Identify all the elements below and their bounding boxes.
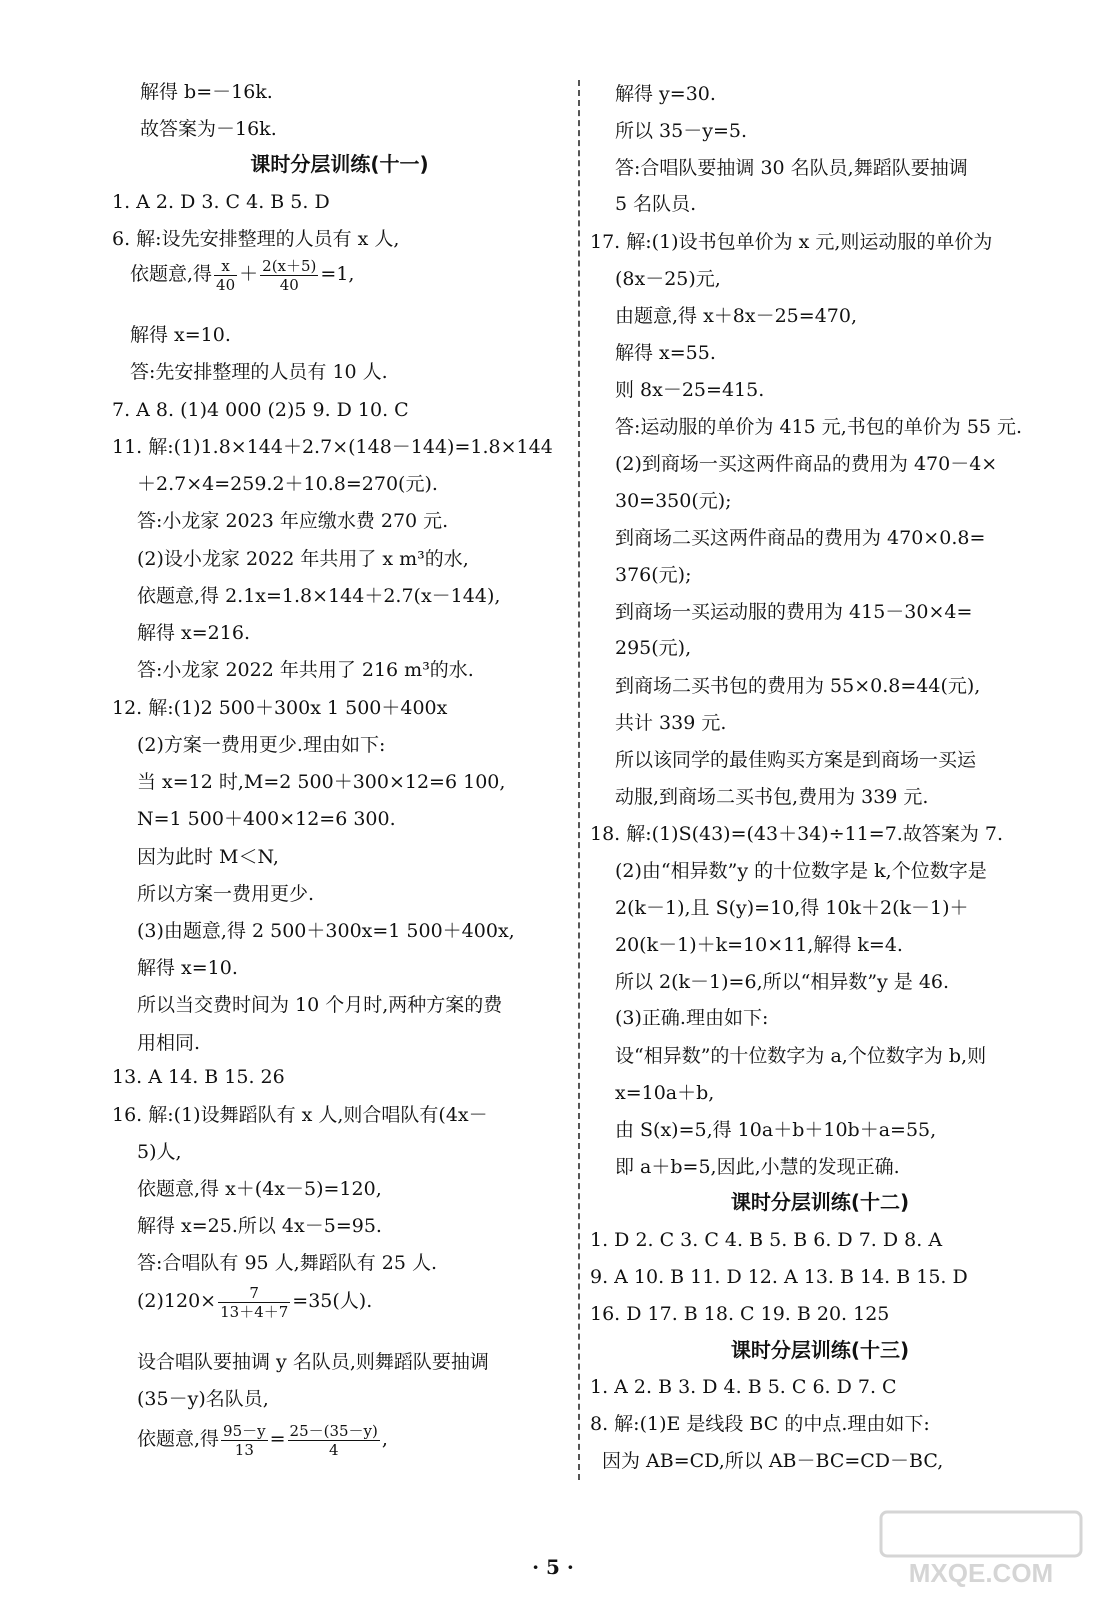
text-line: 5)人,	[137, 1141, 182, 1163]
text-line: 到商场一买运动服的费用为 415－30×4=	[615, 601, 973, 623]
section-title: 课时分层训练(十三)	[730, 1338, 910, 1362]
text-line: 故答案为－16k.	[140, 118, 277, 140]
text-line: (3)由题意,得 2 500＋300x=1 500＋400x,	[137, 920, 515, 942]
page-number: · 5 ·	[532, 1555, 574, 1579]
text-line: 因为 AB=CD,所以 AB－BC=CD－BC,	[602, 1450, 944, 1472]
text-line: (35－y)名队员,	[137, 1388, 269, 1410]
equation-16-3	[137, 1420, 388, 1459]
text-line: 解得 x=216.	[137, 622, 250, 644]
numerator: 25－(35－y)	[289, 1421, 378, 1440]
text-line: 11. 解:(1)1.8×144＋2.7×(148－144)=1.8×144	[112, 436, 553, 458]
text-line: 动服,到商场二买书包,费用为 339 元.	[615, 786, 929, 808]
answer-line: 1. D 2. C 3. C 4. B 5. B 6. D 7. D 8. A	[590, 1229, 943, 1251]
text-line: 到商场二买书包的费用为 55×0.8=44(元),	[615, 675, 981, 697]
text-line: 依题意,得 2.1x=1.8×144＋2.7(x－144),	[137, 585, 501, 607]
answer-line: 1. A 2. B 3. D 4. B 5. C 6. D 7. C	[590, 1376, 897, 1398]
section-title: 课时分层训练(十一)	[250, 152, 429, 176]
text-line: 2(k－1),且 S(y)=10,得 10k＋2(k－1)＋	[615, 897, 969, 919]
text-line: 到商场二买这两件商品的费用为 470×0.8=	[615, 527, 986, 549]
text-line: ＋2.7×4=259.2＋10.8=270(元).	[137, 473, 438, 495]
text-line: 20(k－1)＋k=10×11,解得 k=4.	[615, 934, 903, 956]
text-line: 答:小龙家 2022 年共用了 216 m³的水.	[137, 659, 474, 681]
text-line: (8x－25)元,	[615, 268, 721, 290]
eq-text: =1,	[320, 263, 355, 285]
answer-line: 7. A 8. (1)4 000 (2)5 9. D 10. C	[112, 399, 409, 421]
text-line: 由题意,得 x＋8x－25=470,	[615, 305, 857, 327]
text-line: 当 x=12 时,M=2 500＋300×12=6 100,	[137, 771, 506, 793]
text-line: 17. 解:(1)设书包单价为 x 元,则运动服的单价为	[590, 231, 993, 253]
eq-text: 依题意,得	[137, 1428, 220, 1450]
text-line: 设合唱队要抽调 y 名队员,则舞蹈队要抽调	[137, 1351, 489, 1373]
fraction	[221, 1422, 268, 1459]
text-line: x=10a＋b,	[615, 1082, 715, 1104]
text-line: 所以 2(k－1)=6,所以“相异数”y 是 46.	[615, 971, 950, 993]
text-line: 由 S(x)=5,得 10a＋b＋10b＋a=55,	[615, 1119, 937, 1141]
fraction	[218, 1284, 290, 1321]
answer-line: 16. D 17. B 18. C 19. B 20. 125	[590, 1303, 890, 1325]
text-line: 16. 解:(1)设舞蹈队有 x 人,则合唱队有(4x－	[112, 1104, 488, 1126]
text-line: (2)设小龙家 2022 年共用了 x m³的水,	[137, 548, 469, 570]
text-line: N=1 500＋400×12=6 300.	[137, 808, 396, 830]
eq-text: =35(人).	[292, 1290, 373, 1312]
denominator: 40	[216, 275, 236, 294]
text-line: 所以当交费时间为 10 个月时,两种方案的费	[137, 994, 503, 1016]
text-line: 18. 解:(1)S(43)=(43＋34)÷11=7.故答案为 7.	[590, 823, 1003, 845]
text-line: 12. 解:(1)2 500＋300x 1 500＋400x	[112, 697, 448, 719]
equation-16-2	[137, 1282, 372, 1321]
text-line: 376(元);	[615, 564, 692, 586]
text-line: (2)方案一费用更少.理由如下:	[137, 734, 386, 756]
text-line: 解得 x=10.	[130, 324, 231, 346]
text-line: 解得 x=25.所以 4x－5=95.	[137, 1215, 382, 1237]
text-line: 共计 339 元.	[615, 712, 727, 734]
text-line: 答:先安排整理的人员有 10 人.	[130, 361, 388, 383]
denominator: 13	[234, 1440, 254, 1459]
answer-line: 9. A 10. B 11. D 12. A 13. B 14. B 15. D	[590, 1266, 968, 1288]
text-line: 答:小龙家 2023 年应缴水费 270 元.	[137, 510, 449, 532]
text-line: 答:合唱队要抽调 30 名队员,舞蹈队要抽调	[615, 157, 968, 179]
fraction	[288, 1422, 380, 1459]
watermark-logo	[876, 1510, 1086, 1590]
text-line: 所以方案一费用更少.	[137, 883, 315, 905]
text-line: (2)由“相异数”y 的十位数字是 k,个位数字是	[615, 860, 987, 882]
text-line: 因为此时 M＜N,	[137, 846, 279, 868]
eq-text: =	[269, 1428, 286, 1450]
numerator: x	[214, 257, 237, 276]
text-line: 5 名队员.	[615, 193, 697, 215]
numerator: 2(x＋5)	[262, 256, 317, 275]
text-line: (2)到商场一买这两件商品的费用为 470－4×	[615, 453, 998, 475]
column-divider	[578, 80, 580, 1480]
equation-6	[130, 255, 354, 294]
text-line: 解得 b=－16k.	[140, 81, 273, 103]
denominator: 40	[279, 275, 299, 294]
text-line: 所以该同学的最佳购买方案是到商场一买运	[615, 749, 977, 771]
watermark-text: MXQE.COM	[908, 1558, 1054, 1588]
answer-line: 1. A 2. D 3. C 4. B 5. D	[112, 191, 330, 213]
text-line: 答:合唱队有 95 人,舞蹈队有 25 人.	[137, 1252, 437, 1274]
fraction	[214, 257, 237, 294]
text-line: 295(元),	[615, 637, 692, 659]
text-line: 30=350(元);	[615, 490, 732, 512]
denominator: 13＋4＋7	[220, 1302, 289, 1321]
fraction	[260, 257, 318, 294]
text-line: 则 8x－25=415.	[615, 379, 765, 401]
eq-text: 依题意,得	[130, 263, 213, 285]
text-line: 解得 y=30.	[615, 83, 716, 105]
denominator: 4	[328, 1440, 339, 1459]
text-line: 答:运动服的单价为 415 元,书包的单价为 55 元.	[615, 416, 1023, 438]
text-line: 解得 x=10.	[137, 957, 238, 979]
text-line: 设“相异数”的十位数字为 a,个位数字为 b,则	[615, 1045, 987, 1067]
numerator: 7	[218, 1284, 290, 1303]
eq-text: (2)120×	[137, 1290, 217, 1312]
text-line: (3)正确.理由如下:	[615, 1007, 769, 1029]
answer-line: 13. A 14. B 15. 26	[112, 1066, 285, 1088]
numerator: 95－y	[223, 1421, 266, 1440]
text-line: 用相同.	[137, 1032, 201, 1054]
text-line: 6. 解:设先安排整理的人员有 x 人,	[112, 228, 400, 250]
eq-text: ,	[381, 1428, 388, 1450]
text-line: 解得 x=55.	[615, 342, 716, 364]
text-line: 依题意,得 x＋(4x－5)=120,	[137, 1178, 382, 1200]
text-line: 即 a＋b=5,因此,小慧的发现正确.	[615, 1156, 900, 1178]
text-line: 8. 解:(1)E 是线段 BC 的中点.理由如下:	[590, 1413, 930, 1435]
text-line: 所以 35－y=5.	[615, 120, 747, 142]
section-title: 课时分层训练(十二)	[730, 1190, 910, 1214]
eq-text: ＋	[239, 263, 259, 285]
